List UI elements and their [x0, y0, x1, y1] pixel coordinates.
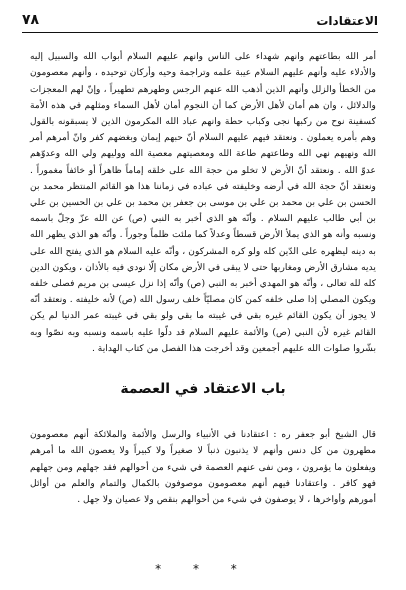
page-header	[22, 12, 378, 34]
paragraph-2: قال الشيخ أبو جعفر ره : اعتقادنا في الأنبياء والرسل والأئمة والملائكة أنهم معصومون مطهرون من كل دنس وأنهم لا يذنبون ذنباً لا صغيراً ولا كبيراً ولا يعصون الله ما أمرهم ويفعلون ما يؤمرون ، ومن نفى عنهم العصمة في شيء من أحوالهم فقد جهلهم ومن جهلهم فهو كافر . واعتقادنا فيهم أنهم معصومون موصوفون بالكمال والتمام والعلم من أوائل أمورهم وأواخرها ، لا يوصفون في شيء من أحوالهم بنقص ولا عصيان ولا جهل .	[30, 429, 376, 505]
running-title: الاعتقادات	[316, 14, 378, 28]
paragraph-1: أمر الله بطاعتهم وانهم شهداء على الناس وانهم عليهم السلام أبواب الله والسبيل إليه والأدلاء عليه وأنهم عليهم السلام عيبة علمه وتراجمة وحيه وأركان توحيده ، وأنهم معصومون من الخطأ والزلل وأنهم الذين أذهب الله عنهم الرجس وطهرهم تطهيراً ، وإنّ لهم المعجزات والدلائل ، وان هم أمان لأهل الأرض كما أن النجوم أمان لأهل السماء ومثلهم في هذه الأمة كسفينة نوح من ركبها نجى وكباب حطة وانهم عباد الله المكرمون الذين لا يسبقونه بالقول وهم بأمره يعملون . ونعتقد فيهم عليهم السلام أنّ حبهم إيمان وبغضهم كفر وانّ أمرهم أمر الله ونهيهم نهي الله وطاعتهم طاعة الله ومعصيتهم معصية الله ووليهم ولي الله وعدوّهم عدوّ الله . ونعتقد أنّ الأرض لا تخلو من حجة الله على خلقه إماماً ظاهراً أو خائفاً مغموراً . ونعتقد أنّ حجة الله في أرضه وخليفته في عباده في زماننا هذا هو القائم المنتظر محمد بن الحسن بن علي بن محمد بن علي بن موسى بن جعفر بن محمد بن علي بن الحسين بن علي بن أبي طالب عليهم السلام . وأنّه هو الذي أخبر به النبي (ص) عن الله عزّ وجلّ باسمه ونسبه وأنه هو الذي يملأ الأرض قسطاً وعدلاً كما ملئت ظلماً وجوراً . وأنّه هو الذي يظهر الله به دينه ليظهره على الدّين كله ولو كره المشركون ، وأنّه عليه السلام هو الذي يفتح الله على يديه مشارق الأرض ومغاربها حتى لا يبقى في الأرض مكان إلّا نودي فيه بالأذان ، ويكون الدين كله لله تعالى ، وأنّه هو المهدي أخبر به النبي (ص) وأنّه إذا نزل عيسى بن مريم فصلى خلفه ويكون المصلي إذا صلى خلفه كمن كان مصليّاً خلف رسول الله (ص) لأنه خليفته . ونعتقد أنّه لا يجوز أن يكون القائم غيره بقي في غيبته ما بقي ولو بقي في غيبته عمر الدنيا لم يكن القائم غيره لأن النبي (ص) والأئمة عليهم السلام قد دلّوا عليه باسمه ونسبه وبه نصّوا وبه بشّروا صلوات الله عليهم أجمعين وقد أخرجت هذا الفصل من كتاب الهداية .	[30, 51, 376, 354]
header-rule	[22, 32, 378, 33]
section-separator: * * *	[155, 562, 251, 576]
page-number: ٧٨	[22, 12, 40, 28]
chapter-title: باب الاعتقاد في العصمة	[120, 381, 286, 397]
